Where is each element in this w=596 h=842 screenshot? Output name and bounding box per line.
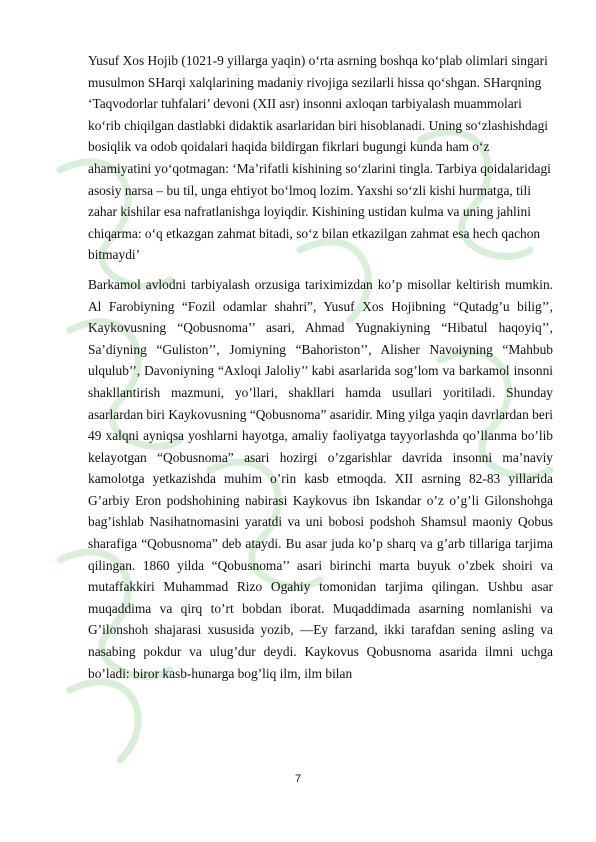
- page-number: 7: [294, 773, 302, 785]
- paragraph-barkamol-avlod: Barkamol avlodni tarbiyalash orzusiga tariximizdan ko’p misollar keltirish mumkin. Al Farobiyning “Fozil odamlar shahri”, Yusuf Xos Hojibning “Qutadg’u bilig’’, Kaykovusning “Qobusnoma’’ asari, Ahmad Yugnakiyning “Hibatul haqoyiq’’, Sa’diyning “Guliston’’, Jomiyning “Bahoriston’’, Alisher Navoiyning “Mahbub ulqulub’’, Davoniyning “Axloqi Jaloliy’’ kabi asarlarida sog’lom va barkamol insonni shakllantirish mazmuni, yo’llari, shakllari hamda usullari yoritiladi. Shunday asarlardan biri Kaykovusning “Qobusnoma” asaridir. Ming yilga yaqin davrlardan beri 49 xalqni ayniqsa yoshlarni hayotga, amaliy faoliyatga tayyorlashda qo’llanma bo’lib kelayotgan “Qobusnoma” asari hozirgi o’zgarishlar davrida insonni ma’naviy kamolotga yetkazishda muhim o’rin kasb etmoqda. XII asrning 82-83 yillarida G’arbiy Eron podshohining nabirasi Kaykovus ibn Iskandar o’z o’g’li Gilonshohga bag’ishlab Nasihatnomasini yaratdi va uni bobosi podshoh Shamsul maoniy Qobus sharafiga “Qobusnoma” deb ataydi. Bu asar juda ko’p sharq va g’arb tillariga tarjima qilingan. 1860 yilda “Qobusnoma’’ asari birinchi marta buyuk o’zbek shoiri va mutaffakkiri Muhammad Rizo Ogahiy tomonidan tarjima qilingan. Ushbu asar muqaddima va qirq to’rt bobdan iborat. Muqaddimada asarning nomlanishi va G’ilonshoh shajarasi xususida yozib, ―Ey farzand, ikki tarafdan sening asling va nasabing pokdur va ulug’dur deydi. Kaykovus Qobusnoma asarida ilmni uchga bo’ladi: biror kasb-hunarga bog’liq ilm, ilm bilan: [88, 276, 553, 681]
- paragraph-yusuf-xos-hojib: Yusuf Xos Hojib (1021-9 yillarga yaqin) o‘rta asrning boshqa ko‘plab olimlari singari musulmon SHarqi xalqlarining madaniy rivojiga sezilarli hissa qo‘shgan. SHarqning ‘Taqvodorlar tuhfalari’ devoni (XII asr) insonni axloqan tarbiyalash muammolari ko‘rib chiqilgan dastlabki didaktik asarlaridan biri hisoblanadi. Uning so‘zlashishdagi bosiqlik va odob qoidalari haqida bildirgan fikrlari bugungi kunda ham o‘z ahamiyatini yo‘qotmagan: ‘Ma’rifatli kishining so‘zlarini tingla. Tarbiya qoidalaridagi asosiy narsa – bu til, unga ehtiyot bo‘lmoq lozim. Yaxshi so‘zli kishi hurmatga, tili zahar kishilar esa nafratlanishga loyiqdir. Kishining ustidan kulma va uning jahlini chiqarma: o‘q etkazgan zahmat bitadi, so‘z bilan etkazilgan zahmat esa hech qachon bitmaydi’: [88, 53, 551, 263]
- page-body: [88, 50, 553, 684]
- watermark-stroke: [70, 682, 138, 760]
